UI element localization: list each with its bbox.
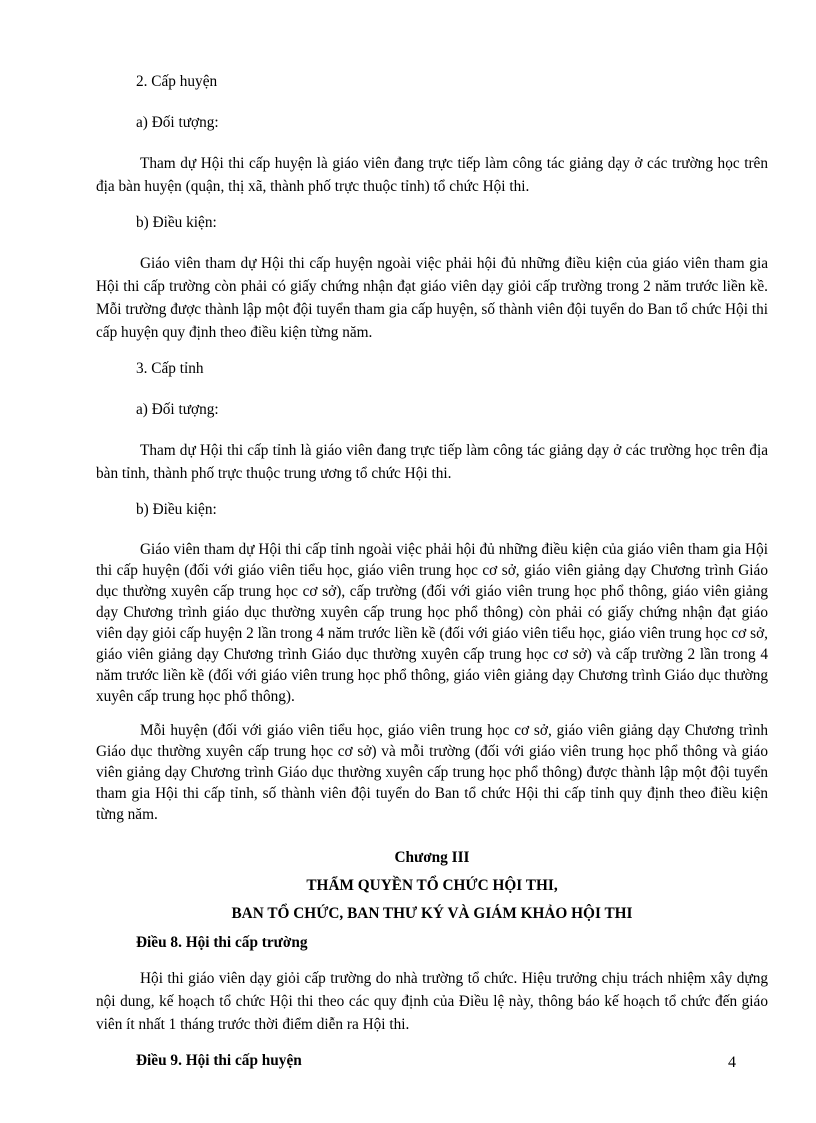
chapter-number: Chương III [394,849,470,866]
district-object-label: a) Đối tượng: [136,114,219,131]
page-number: 4 [728,1054,736,1071]
article-9-heading: Điều 9. Hội thi cấp huyện [136,1052,302,1069]
article-8-text: Hội thi giáo viên dạy giỏi cấp trường do nhà trường tổ chức. Hiệu trưởng chịu trách nhiệm xây dựng nội dung, kế hoạch tổ chức Hội thi theo các quy định của Điều lệ này, thông báo kế hoạch tổ chức đến giáo viên ít nhất 1 tháng trước thời điểm diễn ra Hội thi. [96,970,768,1033]
district-condition-label: b) Điều kiện: [136,214,217,231]
district-object-text: Tham dự Hội thi cấp huyện là giáo viên đang trực tiếp làm công tác giảng dạy ở các trường học trên địa bàn huyện (quận, thị xã, thành phố trực thuộc tỉnh) tổ chức Hội thi. [96,155,768,195]
province-condition-text-1: Giáo viên tham dự Hội thi cấp tỉnh ngoài việc phải hội đủ những điều kiện của giáo viên tham gia Hội thi cấp huyện (đối với giáo viên tiểu học, giáo viên trung học cơ sở, giáo viên giảng dạy Chương trình Giáo dục thường xuyên cấp trung học cơ sở), cấp trường (đối với giáo viên trung học phổ thông, giáo viên giảng dạy Chương trình giáo dục thường xuyên cấp trung học phổ thông) còn phải có giấy chứng nhận đạt giáo viên dạy giỏi cấp huyện 2 lần trong 4 năm trước liền kề (đối với giáo viên tiểu học, giáo viên trung học cơ sở, giáo viên giảng dạy Chương trình Giáo dục thường xuyên cấp trung học cơ sở) và cấp trường 2 lần trong 4 năm trước liền kề (đối với giáo viên trung học phổ thông, giáo viên giảng dạy Chương trình Giáo dục thường xuyên cấp trung học phổ thông). [96,541,768,705]
province-object-text: Tham dự Hội thi cấp tỉnh là giáo viên đang trực tiếp làm công tác giảng dạy ở các trường học trên địa bàn tỉnh, thành phố trực thuộc trung ương tổ chức Hội thi. [96,442,768,482]
district-condition-text: Giáo viên tham dự Hội thi cấp huyện ngoài việc phải hội đủ những điều kiện của giáo viên tham gia Hội thi cấp trường còn phải có giấy chứng nhận đạt giáo viên dạy giỏi cấp trường trong 2 năm trước liền kề. Mỗi trường được thành lập một đội tuyển tham gia cấp huyện, số thành viên đội tuyển do Ban tổ chức Hội thi cấp huyện quy định theo điều kiện từng năm. [96,255,768,341]
province-object-label: a) Đối tượng: [136,401,219,418]
province-condition-text-2: Mỗi huyện (đối với giáo viên tiểu học, giáo viên trung học cơ sở, giáo viên giảng dạy Chương trình Giáo dục thường xuyên cấp trung học cơ sở) và mỗi trường (đối với giáo viên trung học phổ thông và giáo viên giảng dạy Chương trình Giáo dục thường xuyên cấp trung học phổ thông) được thành lập một đội tuyển tham gia Hội thi cấp tỉnh, số thành viên đội tuyển do Ban tổ chức Hội thi cấp tỉnh quy định theo điều kiện từng năm. [96,722,768,823]
article-8-heading: Điều 8. Hội thi cấp trường [136,934,308,951]
section-province-heading: 3. Cấp tỉnh [136,360,204,377]
document-page [96,70,768,1085]
province-condition-label: b) Điều kiện: [136,501,217,518]
chapter-title-line-2: BAN TỔ CHỨC, BAN THƯ KÝ VÀ GIÁM KHẢO HỘI THI [231,905,633,922]
section-district-heading: 2. Cấp huyện [136,73,218,90]
chapter-title-line-1: THẨM QUYỀN TỔ CHỨC HỘI THI, [306,877,558,894]
